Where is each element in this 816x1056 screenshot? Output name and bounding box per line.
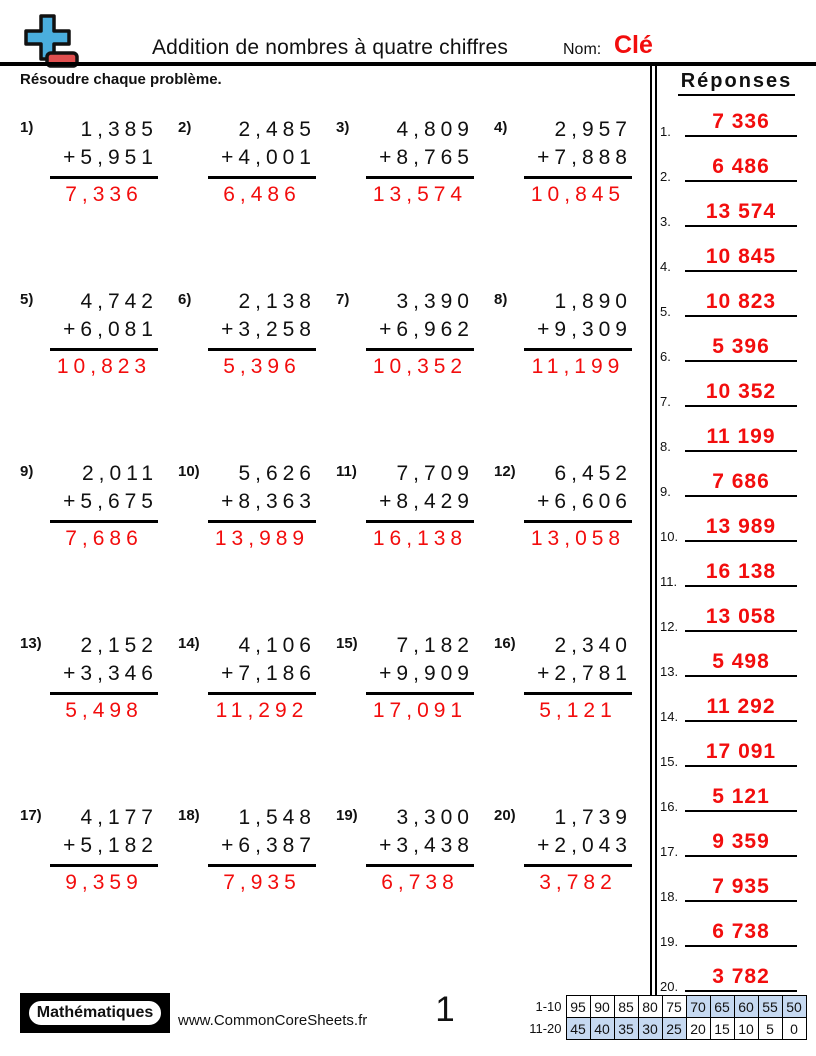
problem-12 [494, 460, 652, 632]
addend-2: +8,429 [379, 490, 474, 513]
problem-number: 11) [336, 463, 357, 480]
addend-2: +5,182 [63, 834, 158, 857]
answer-key-item [657, 903, 812, 947]
operands [524, 288, 632, 351]
answer-value: 5 396 [685, 335, 797, 362]
answer-number: 14. [660, 709, 679, 724]
grade-cell: 30 [638, 1018, 662, 1040]
problem-number: 16) [494, 635, 516, 652]
grade-cell: 55 [758, 996, 782, 1018]
answer-key-item [657, 858, 812, 902]
problem-answer: 13,989 [214, 527, 310, 550]
answer-key-item [657, 543, 812, 587]
grade-cell: 85 [614, 996, 638, 1018]
answer-key-item [657, 633, 812, 677]
problem-answer: 10,845 [530, 183, 626, 206]
problem-number: 9) [20, 463, 34, 480]
page-number: 1 [435, 990, 455, 1029]
grading-row-1-10 [526, 996, 806, 1018]
problem-19 [336, 804, 494, 976]
operands [208, 460, 316, 523]
answer-number: 3. [660, 214, 671, 229]
grade-cell: 10 [734, 1018, 758, 1040]
addend-2: +3,438 [379, 834, 474, 857]
addend-1: 2,957 [554, 118, 632, 141]
grade-cell: 40 [590, 1018, 614, 1040]
answer-value: 11 199 [685, 425, 797, 452]
operands [50, 288, 158, 351]
answer-value: 13 989 [685, 515, 797, 542]
answer-number: 5. [660, 304, 671, 319]
grade-cell: 90 [590, 996, 614, 1018]
problem-answer: 13,058 [530, 527, 626, 550]
answer-value: 3 782 [685, 965, 797, 992]
answer-value: 6 738 [685, 920, 797, 947]
operands [524, 632, 632, 695]
operands [208, 116, 316, 179]
answer-key-item [657, 678, 812, 722]
problem-answer: 11,199 [531, 355, 625, 378]
addend-2: +3,258 [221, 318, 316, 341]
answers-panel-title: Réponses [657, 70, 816, 96]
addend-1: 4,106 [238, 634, 316, 657]
answer-number: 7. [660, 394, 671, 409]
operands [208, 804, 316, 867]
answer-number: 12. [660, 619, 679, 634]
addend-1: 6,452 [554, 462, 632, 485]
grading-row-11-20 [526, 1018, 806, 1040]
grade-cell: 50 [782, 996, 806, 1018]
site-url: www.CommonCoreSheets.fr [178, 1012, 368, 1029]
answer-key-item [657, 318, 812, 362]
problem-10 [178, 460, 336, 632]
answer-key-label: Clé [614, 31, 653, 59]
problem-answer: 5,121 [539, 699, 617, 722]
problem-number: 10) [178, 463, 200, 480]
answer-number: 2. [660, 169, 671, 184]
problem-answer: 5,498 [65, 699, 143, 722]
problem-answer: 7,336 [65, 183, 143, 206]
addend-1: 1,890 [554, 290, 632, 313]
answer-key-item [657, 768, 812, 812]
problem-answer: 7,935 [223, 871, 301, 894]
grading-row-label: 11-20 [529, 1021, 562, 1036]
addend-1: 4,177 [80, 806, 158, 829]
name-label: Nom: [563, 41, 602, 58]
problem-answer: 17,091 [372, 699, 468, 722]
problem-number: 12) [494, 463, 516, 480]
operands [366, 288, 474, 351]
answer-key-item [657, 498, 812, 542]
addend-1: 5,626 [238, 462, 316, 485]
answer-value: 7 935 [685, 875, 797, 902]
problem-15 [336, 632, 494, 804]
problem-number: 2) [178, 119, 192, 136]
operands [50, 632, 158, 695]
answer-value: 7 336 [685, 110, 797, 137]
answer-key-item [657, 588, 812, 632]
problem-number: 15) [336, 635, 358, 652]
grade-cell: 0 [782, 1018, 806, 1040]
answer-number: 15. [660, 754, 679, 769]
answer-number: 4. [660, 259, 671, 274]
answer-number: 19. [660, 934, 679, 949]
answer-value: 10 352 [685, 380, 797, 407]
answer-value: 10 845 [685, 245, 797, 272]
addend-2: +9,909 [379, 662, 474, 685]
problem-number: 7) [336, 291, 350, 308]
answer-value: 10 823 [685, 290, 797, 317]
problem-answer: 7,686 [65, 527, 143, 550]
answer-key-item [657, 138, 812, 182]
problem-1 [20, 116, 178, 288]
operands [524, 804, 632, 867]
answer-number: 13. [660, 664, 679, 679]
answer-number: 1. [660, 124, 671, 139]
brand-logo [20, 993, 170, 1033]
operands [366, 116, 474, 179]
answer-value: 9 359 [685, 830, 797, 857]
addend-1: 4,809 [396, 118, 474, 141]
instructions: Résoudre chaque problème. [20, 71, 222, 88]
addend-2: +2,781 [537, 662, 632, 685]
problem-answer: 5,396 [223, 355, 301, 378]
addend-2: +7,186 [221, 662, 316, 685]
problem-17 [20, 804, 178, 976]
answer-number: 9. [660, 484, 671, 499]
grade-cell: 25 [662, 1018, 686, 1040]
addend-2: +9,309 [537, 318, 632, 341]
answer-number: 11. [660, 574, 678, 589]
addend-1: 2,138 [238, 290, 316, 313]
answer-number: 8. [660, 439, 671, 454]
addend-1: 4,742 [80, 290, 158, 313]
answer-value: 7 686 [685, 470, 797, 497]
addend-2: +6,962 [379, 318, 474, 341]
addend-1: 3,300 [396, 806, 474, 829]
addend-1: 7,182 [396, 634, 474, 657]
problem-6 [178, 288, 336, 460]
answer-key-item [657, 273, 812, 317]
grading-row-label: 1-10 [535, 999, 562, 1014]
operands [50, 804, 158, 867]
addend-1: 2,152 [80, 634, 158, 657]
operands [50, 460, 158, 523]
operands [524, 116, 632, 179]
grade-cell: 95 [566, 996, 590, 1018]
addend-2: +8,765 [379, 146, 474, 169]
grade-cell: 45 [566, 1018, 590, 1040]
problem-answer: 3,782 [539, 871, 617, 894]
addend-1: 2,011 [82, 462, 158, 485]
answer-number: 10. [660, 529, 679, 544]
answer-key-item [657, 408, 812, 452]
answer-number: 17. [660, 844, 679, 859]
addend-2: +6,387 [221, 834, 316, 857]
problem-4 [494, 116, 652, 288]
problem-number: 19) [336, 807, 358, 824]
problem-number: 17) [20, 807, 42, 824]
grade-cell: 35 [614, 1018, 638, 1040]
answer-key-item [657, 948, 812, 992]
grading-table [526, 995, 807, 1040]
page-title: Addition de nombres à quatre chiffres [151, 36, 509, 59]
operands [50, 116, 158, 179]
problem-20 [494, 804, 652, 976]
addend-2: +5,951 [63, 146, 158, 169]
addend-2: +6,081 [63, 318, 158, 341]
problem-number: 18) [178, 807, 200, 824]
answer-key-item [657, 813, 812, 857]
grade-cell: 60 [734, 996, 758, 1018]
addend-2: +6,606 [537, 490, 632, 513]
brand-label: Mathématiques [27, 999, 163, 1027]
operands [208, 632, 316, 695]
grade-cell: 75 [662, 996, 686, 1018]
addend-1: 2,340 [554, 634, 632, 657]
answer-value: 13 058 [685, 605, 797, 632]
answer-number: 18. [660, 889, 679, 904]
operands [524, 460, 632, 523]
problem-number: 1) [20, 119, 34, 136]
problem-8 [494, 288, 652, 460]
header-rule [0, 62, 816, 66]
problem-13 [20, 632, 178, 804]
problem-answer: 6,738 [381, 871, 459, 894]
answer-number: 16. [660, 799, 679, 814]
addend-2: +7,888 [537, 146, 632, 169]
addend-2: +5,675 [63, 490, 158, 513]
problem-9 [20, 460, 178, 632]
problem-answer: 13,574 [372, 183, 468, 206]
addend-1: 1,385 [80, 118, 158, 141]
answer-key-item [657, 453, 812, 497]
problem-2 [178, 116, 336, 288]
addend-1: 1,548 [238, 806, 316, 829]
problem-number: 5) [20, 291, 34, 308]
answer-key-item [657, 363, 812, 407]
answer-number: 20. [660, 979, 679, 994]
problem-answer: 10,823 [56, 355, 152, 378]
answer-value: 5 498 [685, 650, 797, 677]
problem-answer: 10,352 [372, 355, 468, 378]
addend-1: 3,390 [396, 290, 474, 313]
addend-2: +4,001 [221, 146, 316, 169]
answer-value: 13 574 [685, 200, 797, 227]
answer-key-item [657, 183, 812, 227]
problem-number: 13) [20, 635, 42, 652]
addend-1: 7,709 [396, 462, 474, 485]
problem-number: 3) [336, 119, 350, 136]
answer-value: 5 121 [685, 785, 797, 812]
answer-value: 11 292 [685, 695, 797, 722]
problems-grid [20, 116, 650, 976]
sidebar-divider [650, 64, 657, 995]
problem-number: 6) [178, 291, 192, 308]
problem-7 [336, 288, 494, 460]
problem-16 [494, 632, 652, 804]
answer-value: 17 091 [685, 740, 797, 767]
problem-answer: 6,486 [223, 183, 301, 206]
grade-cell: 70 [686, 996, 710, 1018]
problem-3 [336, 116, 494, 288]
operands [208, 288, 316, 351]
problem-answer: 9,359 [65, 871, 143, 894]
problem-number: 20) [494, 807, 516, 824]
problem-number: 8) [494, 291, 508, 308]
problem-number: 4) [494, 119, 508, 136]
problem-answer: 11,292 [215, 699, 309, 722]
grade-cell: 15 [710, 1018, 734, 1040]
operands [366, 804, 474, 867]
answer-key-item [657, 723, 812, 767]
addend-1: 1,739 [554, 806, 632, 829]
grade-cell: 80 [638, 996, 662, 1018]
problem-14 [178, 632, 336, 804]
grade-cell: 20 [686, 1018, 710, 1040]
addend-1: 2,485 [238, 118, 316, 141]
answer-value: 6 486 [685, 155, 797, 182]
addend-2: +2,043 [537, 834, 632, 857]
grade-cell: 5 [758, 1018, 782, 1040]
answer-value: 16 138 [685, 560, 797, 587]
problem-number: 14) [178, 635, 200, 652]
problem-11 [336, 460, 494, 632]
addend-2: +8,363 [221, 490, 316, 513]
problem-answer: 16,138 [372, 527, 468, 550]
grade-cell: 65 [710, 996, 734, 1018]
answer-key-item [657, 228, 812, 272]
problem-5 [20, 288, 178, 460]
operands [366, 632, 474, 695]
answer-number: 6. [660, 349, 671, 364]
operands [366, 460, 474, 523]
problem-18 [178, 804, 336, 976]
addend-2: +3,346 [63, 662, 158, 685]
answer-key-item [657, 93, 812, 137]
